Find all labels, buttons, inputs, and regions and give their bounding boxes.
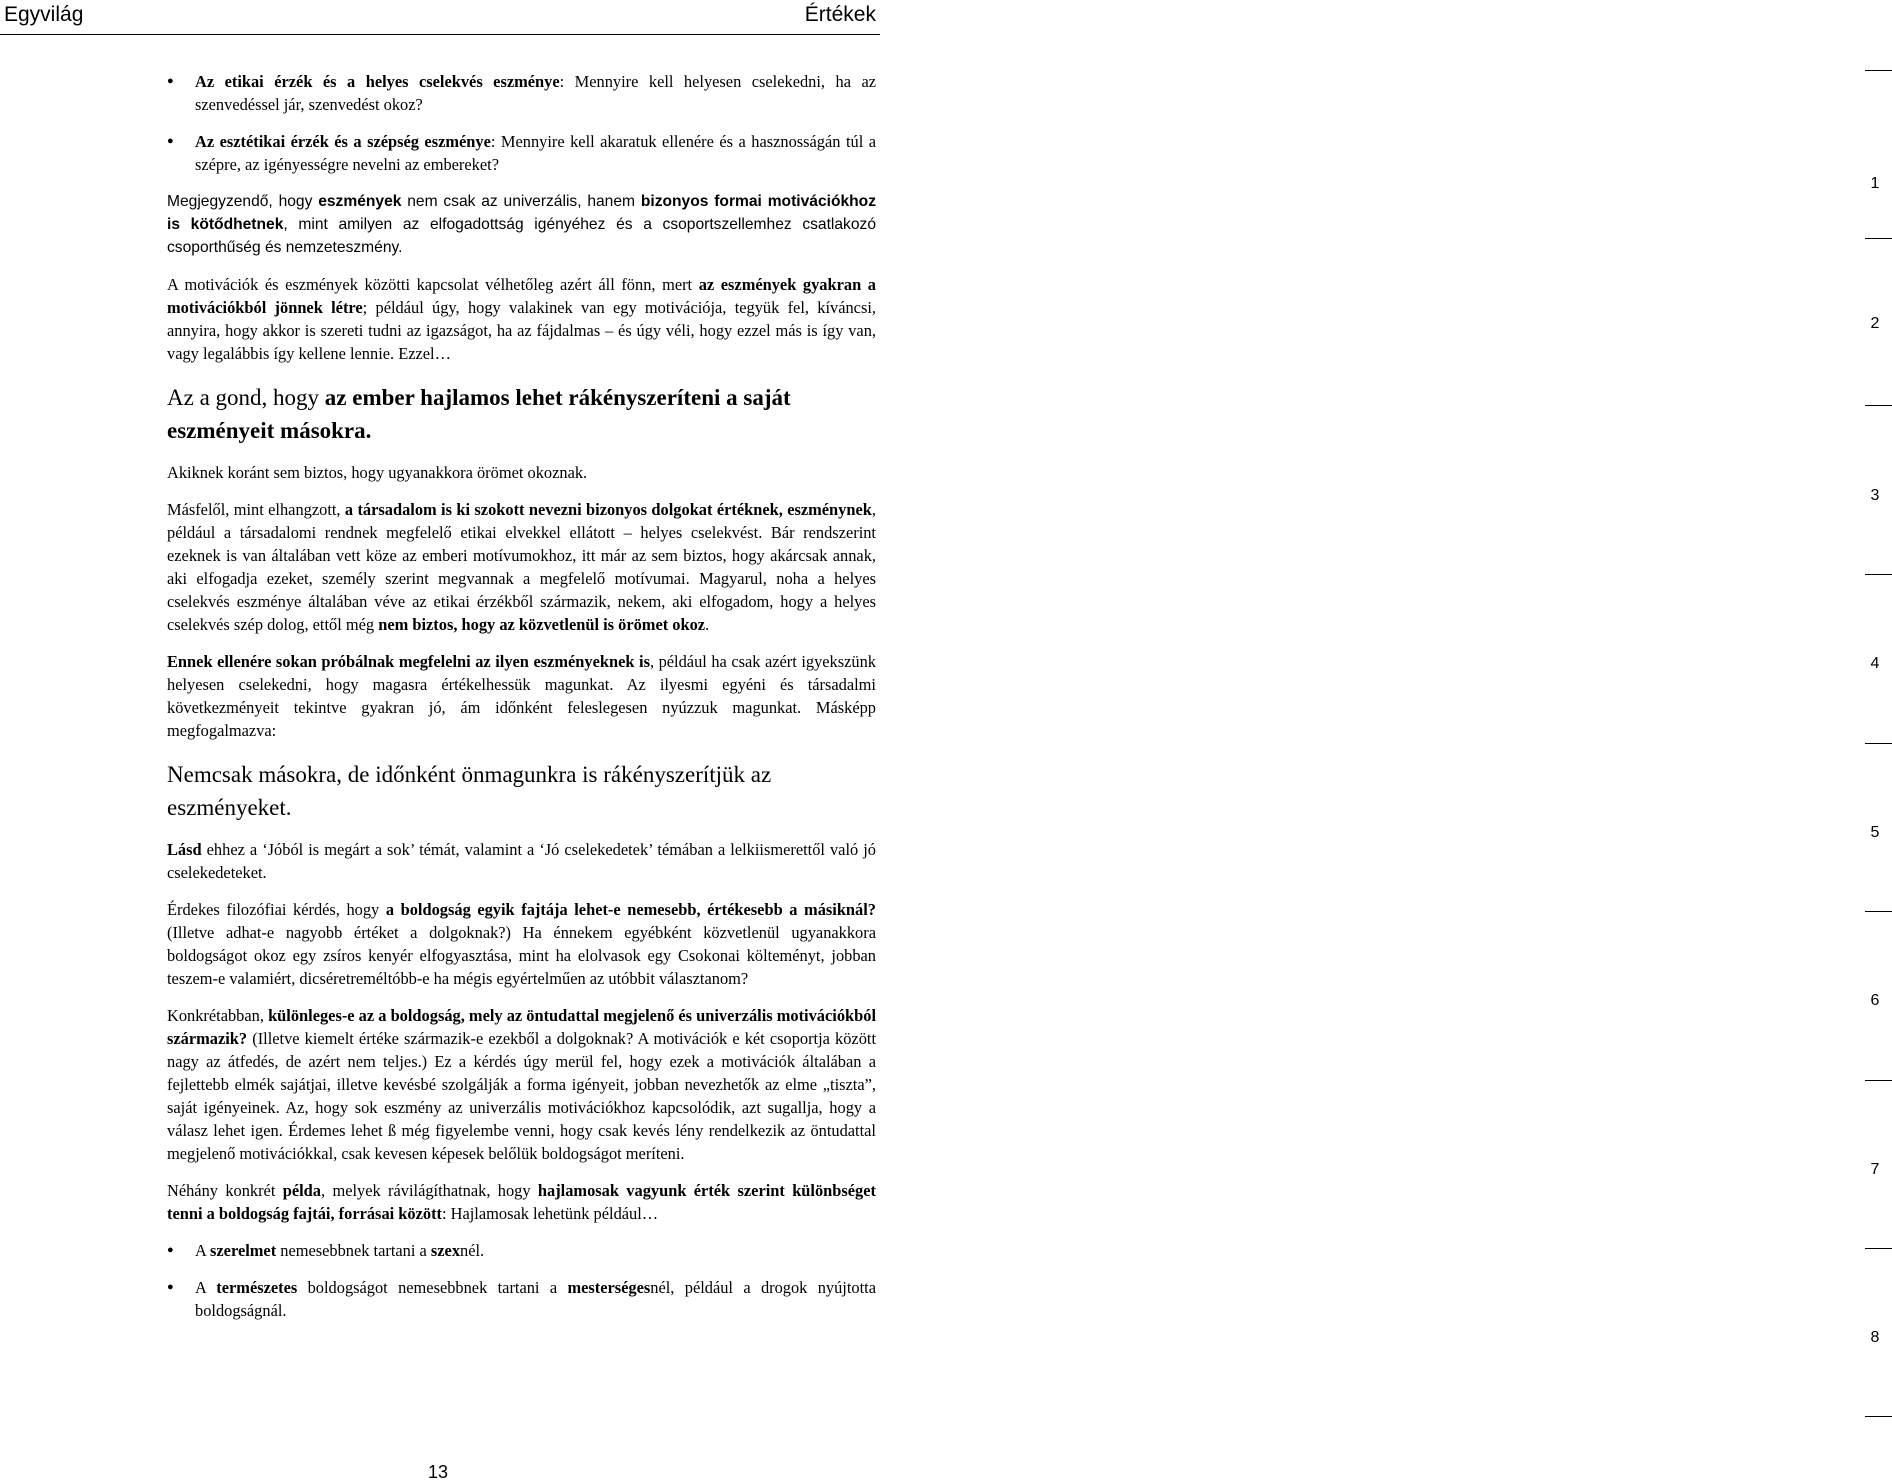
list-item xyxy=(167,130,876,176)
page-number: 13 xyxy=(428,1462,449,1482)
margin-tick xyxy=(1865,238,1892,239)
margin-tick xyxy=(1865,743,1892,744)
paragraph-conformity: Ennek ellenére sokan próbálnak megfelelni az ilyen eszményeknek is, például ha csak azért igyekszünk helyesen cselekedni, hogy magasra értékelhessük magunkat. Az ilyesmi egyéni és társadalmi következményeit tekintve gyakran jó, ám időnként feleslegesen nyúzzuk magunkat. Másképp megfogalmazva: xyxy=(167,652,876,740)
paragraph-society: Másfelől, mint elhangzott, a társadalom is ki szokott nevezni bizonyos dolgokat értéknek, eszménynek, például a társadalomi rendnek megfelelő etikai elvekkel ellátott – helyes cselekvést. Bár rendszerint ezeknek is van általában vett köze az emberi motívumokhoz, itt már az sem biztos, hogy akárcsak annak, aki elfogadja ezeket, személy szerint megvannak a megfelelő motívumai. Magyarul, noha a helyes cselekvés eszménye általában véve az etikai érzékből származik, nekem, aki elfogadom, hogy a helyes cselekvés szép dolog, ettől még nem biztos, hogy az közvetlenül is örömet okoz. xyxy=(167,500,876,634)
paragraph-examples: Néhány konkrét példa, melyek rávilágíthatnak, hogy hajlamosak vagyunk érték szerint különbséget tenni a boldogság fajtái, forrásai között: Hajlamosak lehetünk például… xyxy=(167,1181,876,1223)
list-item: ● A természetes boldogságot nemesebbnek tartani a mesterségesnél, például a drogok nyújtotta boldogságnál. xyxy=(167,1276,876,1322)
margin-tick xyxy=(1865,574,1892,575)
paragraph-philosophy: Érdekes filozófiai kérdés, hogy a boldogság egyik fajtája lehet-e nemesebb, értékesebb a másiknál? (Illetve adhat-e nagyobb értéket a dolgoknak?) Ha énnekem egyébként közvetlenül ugyanakkora boldogságot okoz egy zsíros kenyér elfogyasztása, mint ha elolvasok egy Csokonai költeményt, jobban teszem-e valamiért, dicséretreméltóbb-e ha mégis egyértelműen az utóbbit választanom? xyxy=(167,900,876,988)
header-left: Egyvilág xyxy=(4,3,84,26)
margin-number: 4 xyxy=(1870,655,1880,672)
margin-tick xyxy=(1865,911,1892,912)
margin-number: 7 xyxy=(1870,1161,1880,1178)
list-item-bold: Az esztétikai érzék és a szépség eszménye xyxy=(195,132,491,151)
paragraph-see-also: Lásd ehhez a ‘Jóból is megárt a sok’ témát, valamint a ‘Jó cselekedetek’ témában a lelkiismerettől való jó cselekedeteket. xyxy=(167,840,876,882)
margin-tick xyxy=(1865,405,1892,406)
margin-number: 5 xyxy=(1870,824,1880,841)
line-margin-ruler xyxy=(933,0,1880,1481)
highlight-statement-1: Az a gond, hogy az ember hajlamos lehet rákényszeríteni a saját eszményeit másokra. xyxy=(167,385,791,443)
header-rule xyxy=(0,34,880,35)
bullet-list-top xyxy=(167,70,876,176)
list-item-text: : Mennyire kell akaratuk ellenére és a hasznosságán túl a szépre, az igényességre nevelni az embereket? xyxy=(195,132,876,174)
bullet-list-bottom xyxy=(167,1239,876,1322)
paragraph-ideals-note: Megjegyzendő, hogy eszmények nem csak az univerzális, hanem bizonyos formai motivációkhoz is kötődhetnek, mint amilyen az elfogadottság igényéhez és a csoportszellemhez csatlakozó csoporthűség és nemzeteszmény. xyxy=(167,193,877,256)
list-item-bold: Az etikai érzék és a helyes cselekvés eszménye xyxy=(195,72,560,91)
margin-tick xyxy=(1865,1248,1892,1249)
page-header xyxy=(0,0,960,36)
list-item: ● A szerelmet nemesebbnek tartani a szexnél. xyxy=(167,1239,876,1262)
list-item-text: : Mennyire kell helyesen cselekedni, ha az szenvedéssel jár, szenvedést okoz? xyxy=(195,72,876,114)
paragraph-concrete: Konkrétabban, különleges-e az a boldogság, mely az öntudattal megjelenő és univerzális motivációkból származik? (Illetve kiemelt értéke származik-e ezekből a dolgoknak? A motivációk e két csoportja között nagy az átfedés, de azért nem teljes.) Ez a kérdés úgy merül fel, hogy ezek a motivációk általában a fejlettebb elmék sajátjai, illetve kevésbé szolgálják a forma igényeit, jobban nevezhetők az elme „tiszta”, saját igényeinek. Az, hogy sok eszmény az univerzális motivációkhoz kapcsolódik, azt sugallja, hogy a válasz lehet igen. Érdemes lehet ß még figyelembe venni, hogy csak kevés lény rendelkezik az öntudattal megjelenő motivációkkal, csak kevesen képesek belőlük boldogságot meríteni. xyxy=(167,1006,876,1163)
paragraph-motivation-link: A motivációk és eszmények közötti kapcsolat vélhetőleg azért áll fönn, mert az eszmények gyakran a motivációkból jönnek létre; például úgy, hogy valakinek van egy motivációja, tegyük fel, kíváncsi, annyira, hogy akkor is szereti tudni az igazságot, ha az fájdalmas – és úgy véli, hogy ezzel más is így van, vagy legalábbis így kellene lennie. Ezzel… xyxy=(167,275,876,363)
margin-tick xyxy=(1865,70,1892,71)
margin-number: 8 xyxy=(1870,1329,1880,1346)
paragraph-joy: Akiknek koránt sem biztos, hogy ugyanakkora örömet okoznak. xyxy=(167,463,588,482)
margin-number: 1 xyxy=(1870,175,1880,192)
list-item xyxy=(167,70,876,116)
margin-tick xyxy=(1865,1416,1892,1417)
header-right: Értékek xyxy=(804,3,876,26)
highlight-statement-2: Nemcsak másokra, de időnként önmagunkra is rákényszerítjük az eszményeket. xyxy=(167,762,772,820)
document-body xyxy=(167,70,876,1336)
margin-tick xyxy=(1865,1080,1892,1081)
margin-number: 3 xyxy=(1870,487,1880,504)
margin-number: 2 xyxy=(1870,315,1880,332)
margin-number: 6 xyxy=(1870,992,1880,1009)
